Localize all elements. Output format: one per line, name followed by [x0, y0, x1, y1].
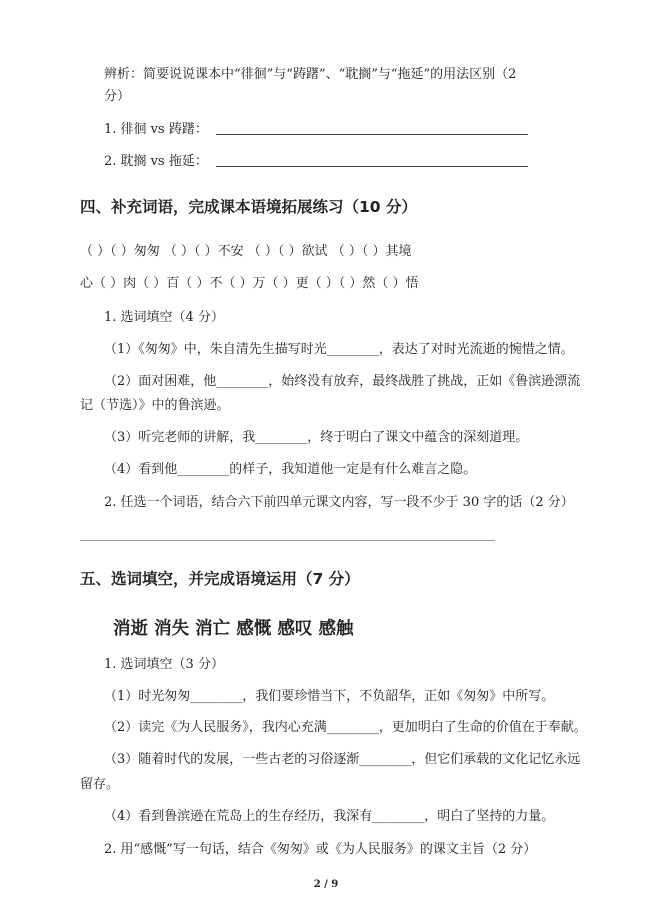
s5-q1-sentence-1: （1）时光匆匆________，我们要珍惜当下，不负韶华，正如《匆匆》中所写。 [104, 689, 555, 704]
s5-q1-sentence-3b: 留存。 [80, 777, 120, 792]
answer-line-3 [80, 540, 495, 541]
answer-line-1 [216, 134, 528, 135]
s5-q1-sentence-4: （4）看到鲁滨逊在荒岛上的生存经历，我深有________，明白了坚持的力量。 [104, 809, 555, 824]
s4-q1-sentence-1: （1）《匆匆》中，朱自清先生描写时光________，表达了对时光流逝的惋惜之情。 [104, 342, 574, 357]
s4-q1-title: 1. 选词填空（4 分） [104, 310, 224, 325]
fill-row-2: 心（ ）肉（ ）百（ ）不（ ）万（ ）更（ ）（ ）然（ ）悟 [80, 276, 419, 291]
analysis-prompt-line2: 分） [104, 89, 131, 104]
analysis-item-2: 2. 耽搁 vs 拖延： [104, 154, 208, 169]
analysis-prompt-line1: 辨析：简要说说课本中“徘徊”与“踌躇”、“耽搁”与“拖延”的用法区别（2 [104, 67, 517, 82]
fill-row-1: （ ）（ ）匆匆 （ ）（ ）不安 （ ）（ ）欲试 （ ）（ ）其境 [80, 244, 412, 259]
s4-q1-sentence-2b: 记（节选）》中的鲁滨逊。 [80, 398, 230, 413]
section5-heading: 五、选词填空，并完成语境运用（7 分） [80, 570, 360, 588]
page-number: 2 / 9 [313, 879, 339, 890]
s4-q1-sentence-4: （4）看到他________的样子，我知道他一定是有什么难言之隐。 [104, 462, 477, 477]
s5-q1-sentence-2: （2）读完《为人民服务》，我内心充满________，更加明白了生命的价值在于奉献。 [104, 720, 587, 735]
s5-q2: 2. 用“感慨”写一句话，结合《匆匆》或《为人民服务》的课文主旨（2 分） [104, 842, 537, 857]
s5-q1-title: 1. 选词填空（3 分） [104, 657, 224, 672]
answer-line-2 [216, 166, 528, 167]
s4-q1-sentence-2a: （2）面对困难，他________，始终没有放弃，最终战胜了挑战，正如《鲁滨逊漂流 [104, 374, 581, 389]
s4-q2: 2. 任选一个词语，结合六下前四单元课文内容，写一段不少于 30 字的话（2 分） [104, 495, 574, 510]
section4-heading: 四、补充词语，完成课本语境拓展练习（10 分） [80, 198, 417, 216]
analysis-item-1: 1. 徘徊 vs 踌躇： [104, 122, 208, 137]
s4-q1-sentence-3: （3）听完老师的讲解，我________，终于明白了课文中蕴含的深刻道理。 [104, 430, 529, 445]
word-bank: 消逝 消失 消亡 感慨 感叹 感触 [113, 619, 354, 639]
s5-q1-sentence-3a: （3）随着时代的发展，一些古老的习俗逐渐________，但它们承载的文化记忆永远 [104, 752, 581, 767]
